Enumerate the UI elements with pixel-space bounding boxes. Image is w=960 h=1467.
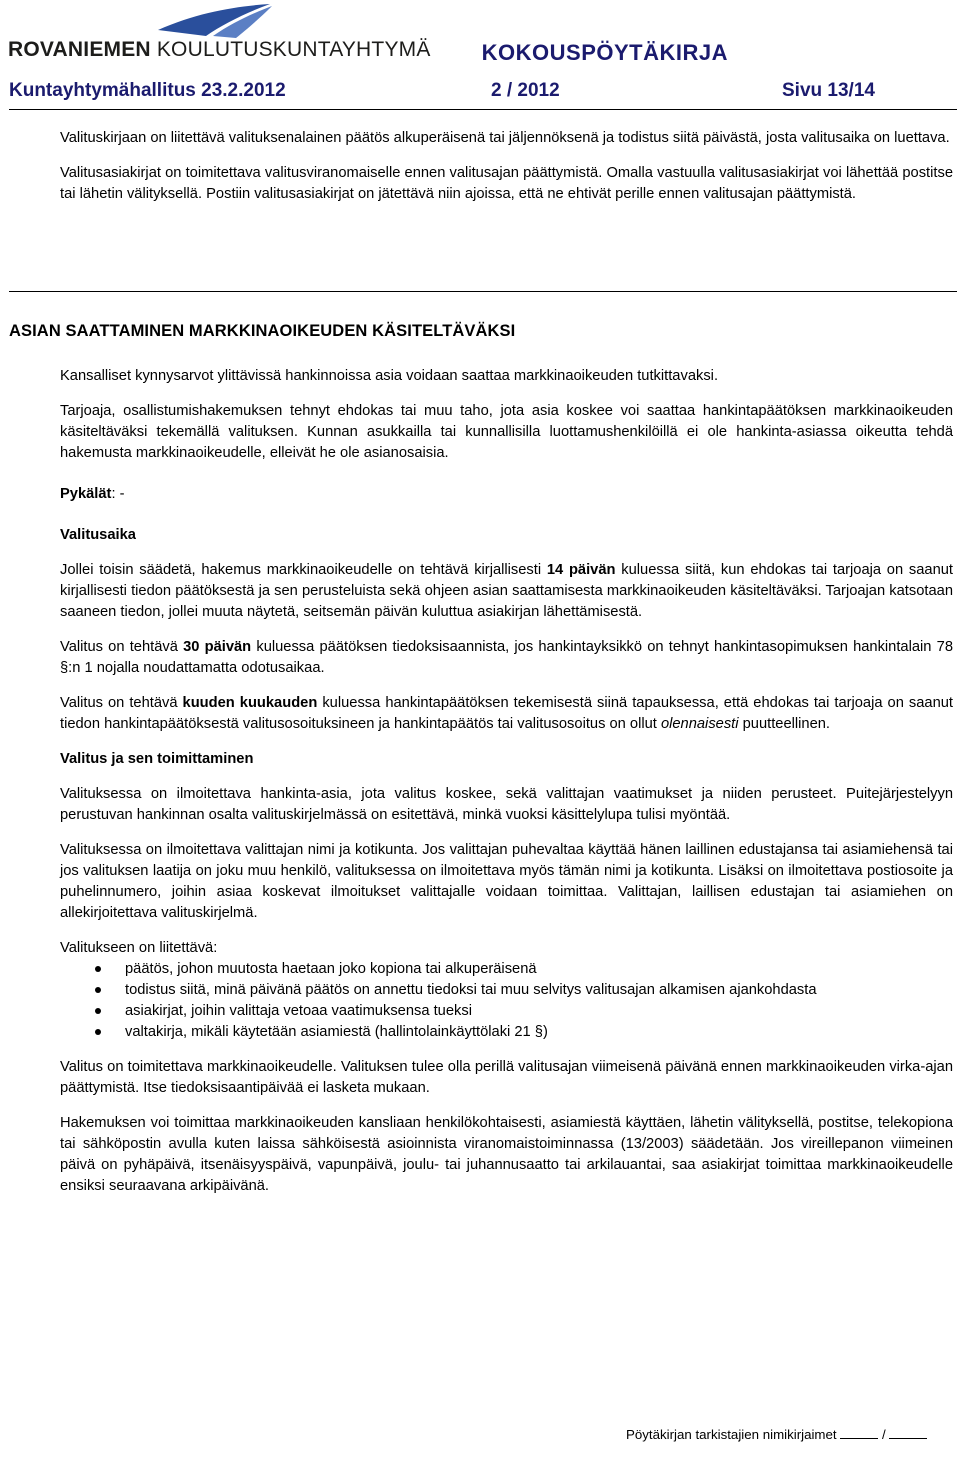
paragraph: Valitusasiakirjat on toimitettava valitusviranomaiselle ennen valitusajan päättymistä. Omalla vastuulla valitusasiakirjat voi lähettää postitse tai lähetin välityksellä. Postiin valitusasiakirjat on jätettävä niin ajoissa, että ne ehtivät perille ennen valitusajan päättymistä.	[60, 165, 953, 202]
subheading: Valitusaika	[60, 527, 136, 543]
paragraph: Valitus on tehtävä kuuden kuukauden kuluessa hankintapäätöksen tekemisestä siinä tapauksessa, että ehdokas tai tarjoaja on saanut tiedon hankintapäätöksestä valitusosoituksineen ja hankintapäätös tai valitusosoitus on ollut olennaisesti puutteellinen.	[60, 695, 953, 732]
paragraph: Valitukseen on liitettävä:	[60, 940, 218, 956]
meeting-name: Kuntayhtymähallitus 23.2.2012	[9, 80, 286, 101]
logo-wordmark	[8, 38, 431, 62]
footer-separator: /	[882, 1427, 886, 1442]
document-type: KOKOUSPÖYTÄKIRJA	[481, 40, 728, 65]
list-item: todistus siitä, minä päivänä päätös on annettu tiedoksi tai muu selvitys valitusajan alkamisen ajankohdasta	[60, 980, 953, 1001]
bullet-icon	[95, 1008, 101, 1014]
attachment-list	[60, 959, 953, 1043]
initials-blank	[840, 1426, 878, 1439]
pykalat-label: Pykälät	[60, 486, 112, 502]
bullet-icon	[95, 966, 101, 972]
list-item: valtakirja, mikäli käytetään asiamiestä (hallintolainkäyttölaki 21 §)	[60, 1022, 953, 1043]
paragraph: Valitus on tehtävä 30 päivän kuluessa päätöksen tiedoksisaannista, jos hankintayksikkö on tehnyt hankintasopimuksen hankintalain 78 §:n 1 nojalla noudattamatta odotusaikaa.	[60, 639, 953, 676]
logo-wordmark-part1: ROVANIEMEN	[8, 38, 151, 61]
intro-section	[60, 128, 953, 205]
paragraph: Kansalliset kynnysarvot ylittävissä hankinnoissa asia voidaan saattaa markkinaoikeuden tutkittavaksi.	[60, 368, 719, 384]
organization-logo	[8, 2, 431, 66]
section-divider	[9, 291, 957, 292]
paragraph: Valituksessa on ilmoitettava valittajan nimi ja kotikunta. Jos valittajan puhevaltaa käyttää hänen laillinen edustajansa tai asiamiehensä tai jos valituksen laatija on joku muu henkilö, valituksessa on ilmoitettava myös tämän nimi ja kotikunta. Lisäksi on ilmoitettava postiosoite ja puhelinnumero, joihin asiaa koskevat ilmoitukset valittajalle voidaan toimittaa. Valittajan, laillisen edustajan tai asiamiehen on allekirjoitettava valituskirjelmä.	[60, 842, 953, 921]
paragraph: Tarjoaja, osallistumishakemuksen tehnyt ehdokas tai muu taho, jota asia koskee voi saattaa hankintapäätöksen markkinaoikeuden käsiteltäväksi tekemällä valituksen. Kunnan asukkailla tai kunnallisilla luottamushenkilöillä ei ole hankinta-asiassa oikeutta tehdä hakemusta markkinaoikeudelle, elleivät he ole asianosaisia.	[60, 403, 953, 461]
section-title: ASIAN SAATTAMINEN MARKKINAOIKEUDEN KÄSITELTÄVÄKSI	[9, 322, 516, 340]
subheading: Valitus ja sen toimittaminen	[60, 751, 254, 767]
pykalat-line	[60, 484, 953, 505]
pykalat-value: : -	[111, 486, 125, 502]
header-divider	[9, 109, 957, 110]
paragraph: Valituksessa on ilmoitettava hankinta-asia, jota valitus koskee, sekä valittajan vaatimukset ja niiden perusteet. Puitejärjestelyyn perustuvan hankinnan osalta valituskirjelmässä on esitettävä, minkä vuoksi käsittelylupa tulisi myöntää.	[60, 786, 953, 823]
meeting-number: 2 / 2012	[491, 80, 560, 101]
logo-wordmark-part2: KOULUTUSKUNTAYHTYMÄ	[156, 38, 431, 61]
paragraph: Valituskirjaan on liitettävä valituksenalainen päätös alkuperäisenä tai jäljennöksenä ja todistus siitä päivästä, josta valitusaika on luettava.	[60, 130, 950, 146]
list-item: päätös, johon muutosta haetaan joko kopiona tai alkuperäisenä	[60, 959, 953, 980]
bullet-icon	[95, 987, 101, 993]
paragraph: Jollei toisin säädetä, hakemus markkinaoikeudelle on tehtävä kirjallisesti 14 päivän kuluessa siitä, kun ehdokas tai tarjoaja on saanut kirjallisesti tiedon päätöksestä ja sen perusteluista sekä ohjeen asian saattamisesta markkinaoikeuden käsiteltäväksi. Tarjoajan katsotaan saaneen tiedon, jollei muuta näytetä, seitsemän päivän kuluttua asiakirjan lähettämisestä.	[60, 562, 953, 620]
page-number: Sivu 13/14	[782, 80, 875, 101]
footer-initials	[626, 1426, 927, 1442]
initials-blank	[889, 1426, 927, 1439]
paragraph: Valitus on toimitettava markkinaoikeudelle. Valituksen tulee olla perillä valitusajan viimeisenä päivänä ennen markkinaoikeuden virka-ajan päättymistä. Itse tiedoksisaantipäivää ei lasketa mukaan.	[60, 1059, 953, 1096]
appeal-instructions	[60, 366, 953, 1197]
bullet-icon	[95, 1029, 101, 1035]
header-row	[9, 80, 889, 106]
footer-label: Pöytäkirjan tarkistajien nimikirjaimet	[626, 1427, 837, 1442]
paragraph: Hakemuksen voi toimittaa markkinaoikeuden kansliaan henkilökohtaisesti, asiamiestä käyttäen, lähetin välityksellä, postitse, telekopiona tai sähköpostin avulla kuten laissa sähköisestä asioinnista viranomaistoiminnassa (13/2003) säädetään. Jos vireillepanon viimeinen päivä on pyhäpäivä, itsenäisyyspäivä, vapunpäivä, joulu- tai juhannusaatto tai arkilauantai, saa asiakirjat toimittaa markkinaoikeudelle ensiksi seuraavana arkipäivänä.	[60, 1115, 953, 1194]
list-item: asiakirjat, joihin valittaja vetoaa vaatimuksensa tueksi	[60, 1001, 953, 1022]
